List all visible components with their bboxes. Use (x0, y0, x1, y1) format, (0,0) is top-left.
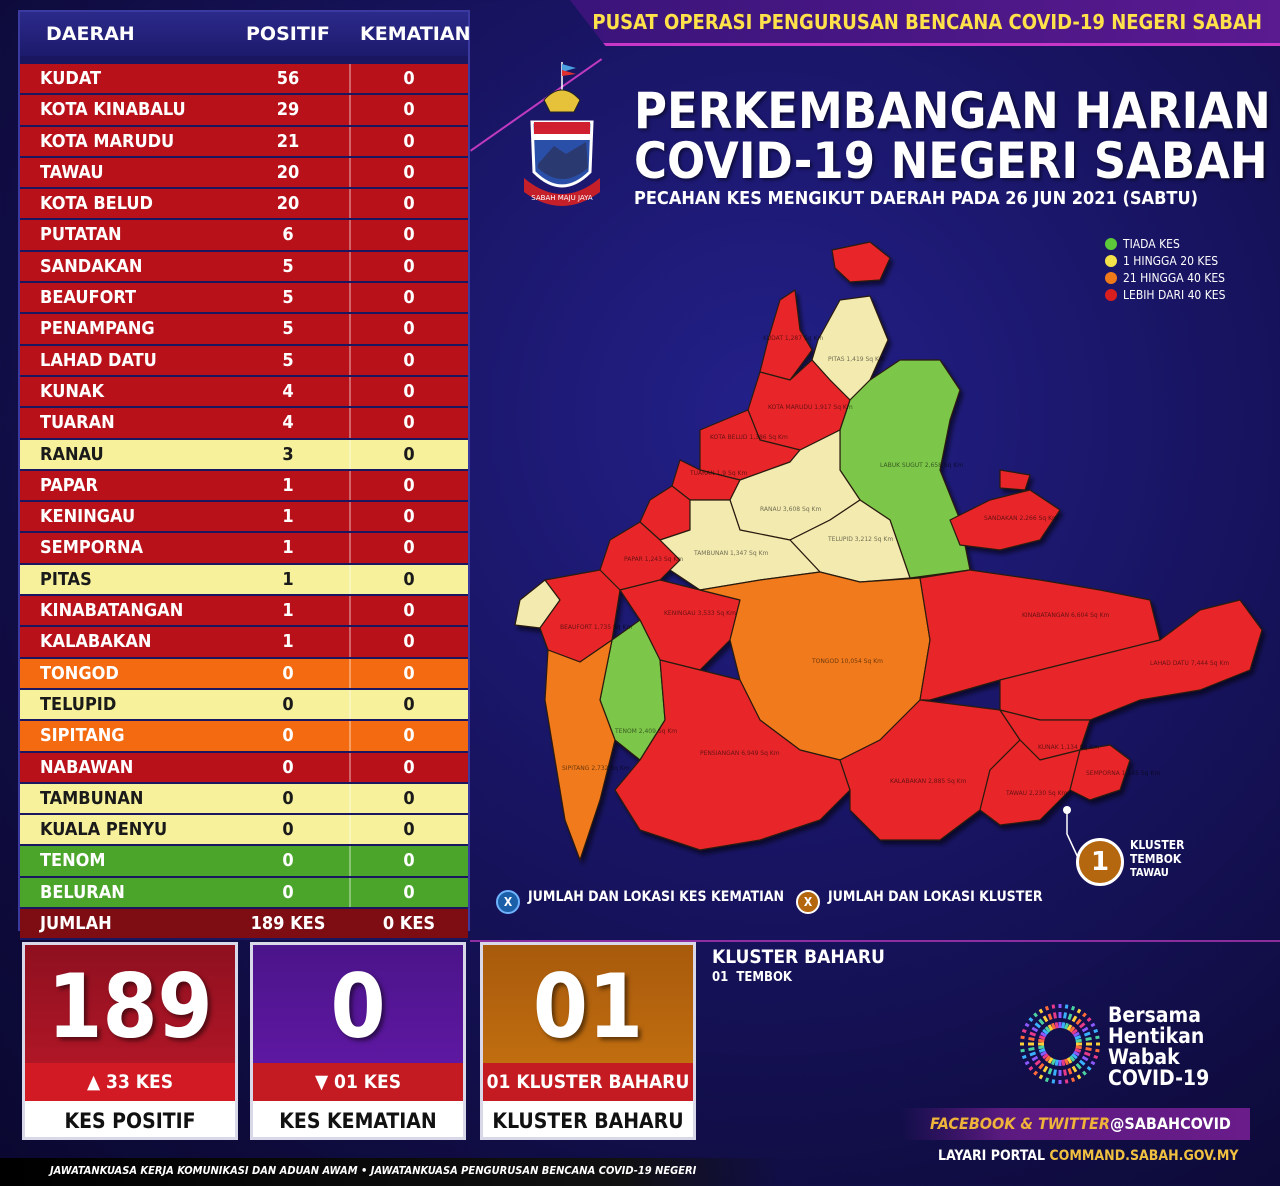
positive-count: 5 (282, 255, 294, 277)
portal-link[interactable] (938, 1148, 1239, 1164)
death-count: 0 (403, 756, 415, 778)
death-count: 0 (403, 349, 415, 371)
district-name: SEMPORNA (40, 537, 144, 559)
district-name: TENOM (40, 850, 106, 872)
table-row (20, 659, 468, 690)
death-count: 0 (403, 600, 415, 622)
district-name: TAWAU (40, 161, 104, 183)
table-row (20, 252, 468, 283)
positive-cases-label: KES POSITIF (25, 1101, 235, 1140)
map-label: TELUPID 3,212 Sq Km (828, 536, 894, 543)
campaign-line: Wabak (1108, 1045, 1180, 1069)
campaign-line: COVID-19 (1108, 1066, 1210, 1090)
table-total-row (20, 909, 468, 940)
new-cluster-title: KLUSTER BAHARU (712, 946, 885, 968)
map-label: TAMBUNAN 1,347 Sq Km (694, 550, 769, 557)
table-header (20, 12, 471, 56)
cluster-label-line2: TEMBOK (1130, 852, 1182, 866)
death-count: 0 (403, 787, 415, 809)
positive-count: 20 (276, 161, 300, 183)
district-name: TUARAN (40, 412, 115, 434)
death-count: 0 (403, 68, 415, 89)
district-name: KUALA PENYU (40, 819, 168, 841)
table-row (20, 753, 468, 784)
map-label: KENINGAU 3,533 Sq Km (664, 610, 736, 617)
map-label: SANDAKAN 2,266 Sq Km (984, 515, 1058, 522)
positive-count: 0 (282, 662, 294, 684)
positive-count: 1 (282, 568, 294, 590)
positive-count: 5 (282, 318, 294, 340)
column-header-positif: POSITIF (246, 23, 330, 45)
table-row (20, 189, 468, 220)
cluster-label (1130, 838, 1184, 880)
clusters-value: 01 (532, 955, 644, 1058)
district-name: PENAMPANG (40, 318, 155, 340)
legend-label: 1 HINGGA 20 KES (1123, 254, 1219, 268)
deaths-change: ▼ 01 KES (253, 1063, 463, 1101)
district-name: NABAWAN (40, 756, 134, 778)
new-cluster-item: 01 TEMBOK (712, 970, 792, 985)
map-label: SIPITANG 2,732 Sq Km (562, 765, 630, 772)
district-name: KOTA BELUD (40, 193, 154, 215)
district-name: KENINGAU (40, 506, 136, 528)
map-label: TENOM 2,409 Sq Km (615, 728, 678, 735)
clusters-label: KLUSTER BAHARU (483, 1101, 693, 1140)
positive-count: 0 (282, 850, 294, 872)
map-label: PENSIANGAN 6,949 Sq Km (700, 750, 780, 757)
district-name: TAMBUNAN (40, 787, 144, 809)
death-count: 0 (403, 224, 415, 246)
table-row (20, 377, 468, 408)
district-name: KUDAT (40, 68, 102, 89)
district-name: KUNAK (40, 380, 105, 402)
positive-count: 56 (276, 68, 300, 89)
map-label: TAWAU 2,230 Sq Km (1006, 790, 1068, 797)
arrow-down-icon: ▼ (314, 1071, 335, 1093)
map-label: KUDAT 1,287 Sq Km (763, 335, 824, 342)
deaths-key (496, 889, 784, 914)
positive-count: 3 (282, 443, 294, 465)
death-count: 0 (403, 631, 415, 653)
positive-count: 0 (282, 787, 294, 809)
table-row (20, 283, 468, 314)
cluster-count-badge: 1 (1076, 838, 1124, 886)
death-count: 0 (403, 881, 415, 903)
district-name: PUTATAN (40, 224, 122, 246)
portal-prefix: LAYARI PORTAL (938, 1148, 1046, 1164)
map-label: PITAS 1,419 Sq Km (828, 356, 885, 363)
page-subtitle: PECAHAN KES MENGIKUT DAERAH PADA 26 JUN 2021 (SABTU) (634, 188, 1199, 209)
deaths-label: KES KEMATIAN (253, 1101, 463, 1140)
map-island (1000, 470, 1030, 490)
positive-count: 5 (282, 349, 294, 371)
cluster-key-icon: X (796, 890, 820, 914)
district-name: KOTA KINABALU (40, 99, 186, 121)
cluster-key-label: JUMLAH DAN LOKASI KLUSTER (828, 889, 1043, 905)
district-name: PITAS (40, 568, 92, 590)
clusters-change: 01 KLUSTER BAHARU (483, 1063, 693, 1101)
positive-count: 1 (282, 537, 294, 559)
map-label: TUARAN 1,9 Sq Km (690, 470, 748, 477)
death-count: 0 (403, 130, 415, 152)
footer (0, 1158, 780, 1186)
death-count: 0 (403, 850, 415, 872)
death-count: 0 (403, 506, 415, 528)
table-row (20, 408, 468, 439)
death-count: 0 (403, 318, 415, 340)
page-title-line2: COVID-19 NEGERI SABAH (634, 132, 1268, 190)
deaths-key-icon: X (496, 890, 520, 914)
total-deaths: 0 KES (382, 913, 436, 935)
cluster-key (796, 889, 1043, 914)
ribbon-text: PUSAT OPERASI PENGURUSAN BENCANA COVID-19 NEGERI SABAH (592, 10, 1262, 34)
positive-count: 4 (282, 380, 294, 402)
table-row (20, 220, 468, 251)
positive-count: 0 (282, 693, 294, 715)
positive-count: 1 (282, 506, 294, 528)
district-name: SIPITANG (40, 725, 125, 747)
deaths-key-label: JUMLAH DAN LOKASI KES KEMATIAN (528, 889, 785, 905)
positive-count: 0 (282, 725, 294, 747)
table-row (20, 440, 468, 471)
page-title: PERKEMBANGAN HARIAN (634, 82, 1271, 140)
death-count: 0 (403, 443, 415, 465)
legend-label: TIADA KES (1123, 237, 1180, 251)
death-count: 0 (403, 725, 415, 747)
footer-text: JAWATANKUASA KERJA KOMUNIKASI DAN ADUAN AWAM • JAWATANKUASA PENGURUSAN BENCANA COVID-19 NEGERI (50, 1164, 697, 1177)
table-row (20, 721, 468, 752)
table-row (20, 346, 468, 377)
social-label: FACEBOOK & TWITTER (930, 1114, 1110, 1133)
district-name: KOTA MARUDU (40, 130, 175, 152)
district-name: BEAUFORT (40, 287, 137, 309)
map-district-sipitang (545, 640, 615, 860)
positive-count: 0 (282, 819, 294, 841)
table-row (20, 565, 468, 596)
positive-count: 0 (282, 881, 294, 903)
death-count: 0 (403, 287, 415, 309)
sabah-emblem-icon (510, 60, 610, 210)
table-row (20, 878, 468, 909)
district-name: PAPAR (40, 474, 98, 496)
positive-count: 1 (282, 631, 294, 653)
table-row (20, 815, 468, 846)
arrow-up-icon: ▲ (86, 1071, 107, 1093)
table-row (20, 471, 468, 502)
table-row (20, 95, 468, 126)
district-name: SANDAKAN (40, 255, 143, 277)
table-row (20, 64, 468, 95)
campaign-line: Bersama (1108, 1003, 1201, 1027)
total-positive: 189 KES (250, 913, 326, 935)
map-label: BEAUFORT 1,735 Sq Km (560, 624, 633, 631)
map-label: RANAU 3,608 Sq Km (760, 506, 822, 513)
positive-count: 6 (282, 224, 294, 246)
map-label: KINABATANGAN 6,604 Sq Km (1022, 612, 1110, 619)
positive-count: 4 (282, 412, 294, 434)
death-count: 0 (403, 161, 415, 183)
death-count: 0 (403, 99, 415, 121)
table-row (20, 846, 468, 877)
table-row (20, 314, 468, 345)
district-name: LAHAD DATU (40, 349, 157, 371)
positive-count: 1 (282, 600, 294, 622)
map-label: KOTA BELUD 1,386 Sq Km (710, 434, 788, 441)
district-name: KINABATANGAN (40, 600, 184, 622)
emblem-motto: SABAH MAJU JAYA (531, 194, 593, 202)
positive-cases-card (22, 942, 238, 1140)
table-row (20, 627, 468, 658)
map-label: KUNAK 1,134 Sq Km (1038, 744, 1099, 751)
map-district-banggi (832, 242, 890, 282)
cluster-location: TAWAU (1130, 866, 1169, 879)
map-label: KALABAKAN 2,885 Sq Km (890, 778, 967, 785)
table-row (20, 158, 468, 189)
table-row (20, 127, 468, 158)
death-count: 0 (403, 474, 415, 496)
portal-url[interactable]: COMMAND.SABAH.GOV.MY (1049, 1148, 1239, 1164)
death-count: 0 (403, 693, 415, 715)
total-label: JUMLAH (40, 913, 112, 935)
death-count: 0 (403, 380, 415, 402)
district-name: TONGOD (40, 662, 119, 684)
positive-count: 5 (282, 287, 294, 309)
legend-label: 21 HINGGA 40 KES (1123, 271, 1225, 285)
positive-cases-change: ▲ 33 KES (25, 1063, 235, 1101)
positive-count: 1 (282, 474, 294, 496)
deaths-card (250, 942, 466, 1140)
district-name: BELURAN (40, 881, 125, 903)
positive-count: 21 (276, 130, 300, 152)
table-row (20, 596, 468, 627)
positive-count: 29 (276, 99, 300, 121)
district-name: RANAU (40, 443, 104, 465)
social-bar (900, 1108, 1250, 1140)
legend-label: LEBIH DARI 40 KES (1123, 288, 1226, 302)
district-name: TELUPID (40, 693, 117, 715)
death-count: 0 (403, 255, 415, 277)
clusters-card (480, 942, 696, 1140)
death-count: 0 (403, 193, 415, 215)
positive-cases-value: 189 (47, 955, 213, 1058)
district-name: KALABAKAN (40, 631, 152, 653)
social-handle[interactable]: @SABAHCOVID (1110, 1114, 1231, 1133)
table-body (20, 64, 468, 940)
positive-count: 0 (282, 756, 294, 778)
map-label: PAPAR 1,243 Sq Km (624, 556, 684, 563)
map-label: LAHAD DATU 7,444 Sq Km (1150, 660, 1230, 667)
death-count: 0 (403, 819, 415, 841)
death-count: 0 (403, 662, 415, 684)
campaign-line: Hentikan (1108, 1024, 1205, 1048)
death-count: 0 (403, 537, 415, 559)
table-row (20, 502, 468, 533)
death-count: 0 (403, 412, 415, 434)
campaign-text (1108, 1005, 1209, 1089)
positive-count: 20 (276, 193, 300, 215)
column-header-daerah: DAERAH (46, 23, 135, 45)
district-table (18, 10, 471, 935)
map-label: TONGOD 10,054 Sq Km (812, 658, 883, 665)
column-header-kematian: KEMATIAN (360, 23, 471, 45)
cluster-label-line1: KLUSTER (1130, 838, 1185, 852)
map-label: KOTA MARUDU 1,917 Sq Km (768, 404, 853, 411)
death-count: 0 (403, 568, 415, 590)
table-row (20, 690, 468, 721)
map-label: LABUK SUGUT 2,658 Sq Km (880, 462, 964, 469)
table-row (20, 784, 468, 815)
table-row (20, 533, 468, 564)
map-label: SEMPORNA 1,145 Sq Km (1086, 770, 1161, 777)
deaths-value: 0 (330, 955, 386, 1058)
